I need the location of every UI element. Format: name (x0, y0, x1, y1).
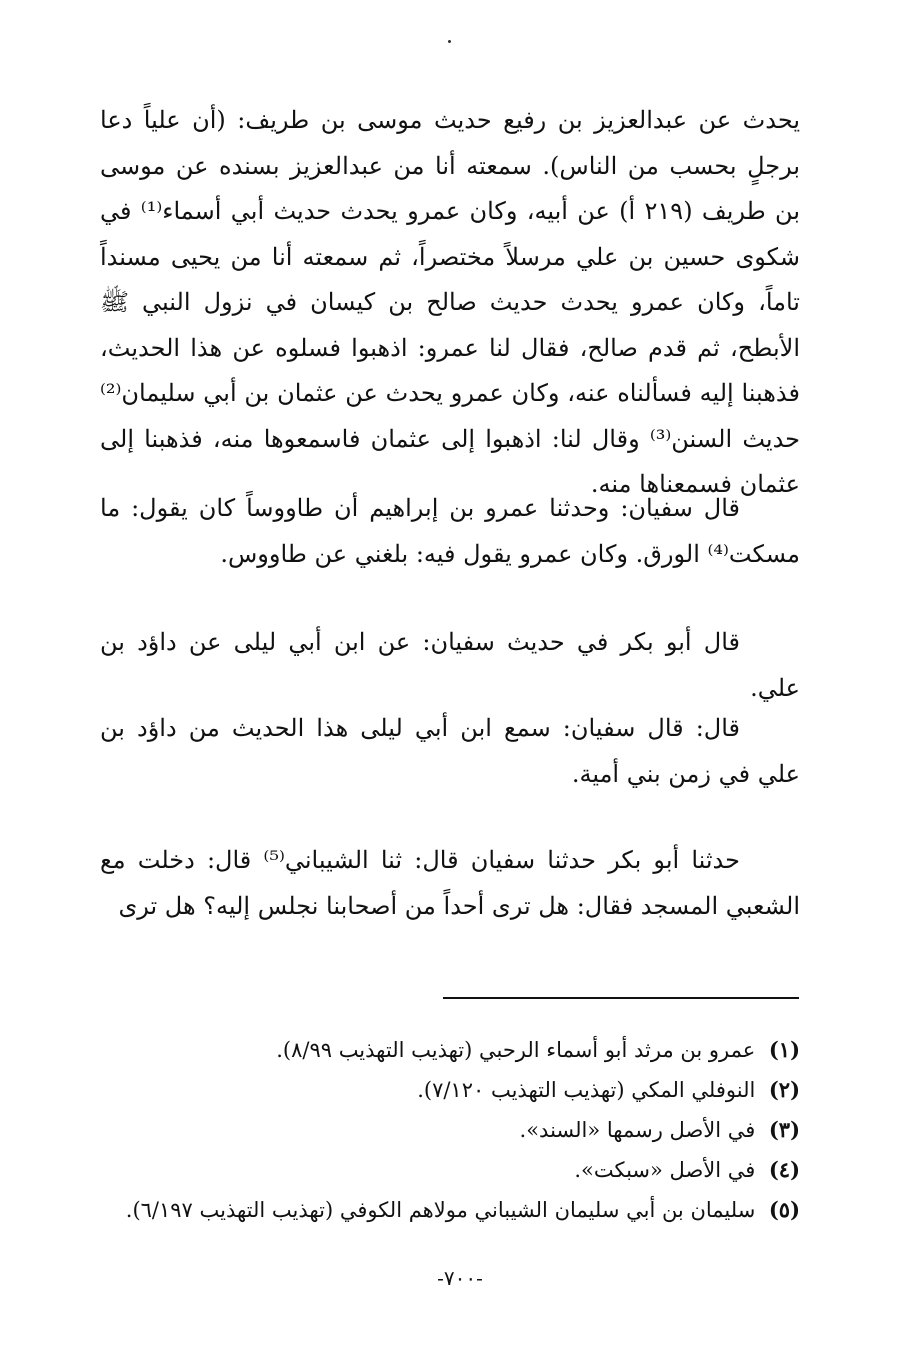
paragraph-4-block (100, 706, 800, 797)
footnotes-list (100, 1030, 800, 1230)
paragraph-5-block (100, 838, 800, 929)
footnote-number: (٤) (768, 1157, 800, 1182)
footnote-divider (443, 997, 799, 999)
footnote-item (100, 1110, 800, 1150)
footnote-text: النوفلي المكي (تهذيب التهذيب ٧/١٢٠). (417, 1078, 756, 1102)
paragraph: قال سفيان: وحدثنا عمرو بن إبراهيم أن طاووساً كان يقول: ما مسكت⁽⁴⁾ الورق. وكان عمرو يقول فيه: بلغني عن طاووس. (100, 494, 800, 568)
paragraph: يحدث عن عبدالعزيز بن رفيع حديث موسى بن طريف: (أن علياً دعا برجلٍ بحسب من الناس). سمعته أنا من عبدالعزيز بسنده عن موسى بن طريف (٢١٩ أ) عن أبيه، وكان عمرو يحدث حديث أبي أسماء⁽¹⁾ في شكوى حسين بن علي مرسلاً مختصراً، ثم سمعته أنا من يحيى مسنداً تاماً، وكان عمرو يحدث حديث صالح بن كيسان في نزول النبي ﷺ الأبطح، ثم قدم صالح، فقال لنا عمرو: اذهبوا فسلوه عن هذا الحديث، فذهبنا إليه فسألناه عنه، وكان عمرو يحدث عن عثمان بن أبي سليمان⁽²⁾ حديث السنن⁽³⁾ وقال لنا: اذهبوا إلى عثمان فاسمعوها منه، فذهبنا إلى عثمان فسمعناها منه. (100, 106, 800, 498)
footnote-number: (٥) (768, 1197, 800, 1222)
paragraph-3-block (100, 620, 800, 711)
footnote-text: في الأصل رسمها «السند». (519, 1118, 756, 1142)
paragraph: قال: قال سفيان: سمع ابن أبي ليلى هذا الحديث من داؤد بن علي في زمن بني أمية. (100, 714, 800, 788)
footnote-text: في الأصل «سبكت». (574, 1158, 756, 1182)
paragraph-1-block (100, 98, 800, 508)
decorative-dot (448, 40, 451, 43)
footnote-text: سليمان بن أبي سليمان الشيباني مولاهم الكوفي (تهذيب التهذيب ٦/١٩٧). (125, 1198, 756, 1222)
footnote-item (100, 1150, 800, 1190)
footnote-number: (٢) (768, 1077, 800, 1102)
footnote-number: (١) (768, 1037, 800, 1062)
footnote-item (100, 1070, 800, 1110)
footnote-number: (٣) (768, 1117, 800, 1142)
paragraph: حدثنا أبو بكر حدثنا سفيان قال: ثنا الشيباني⁽⁵⁾ قال: دخلت مع الشعبي المسجد فقال: هل ترى أحداً من أصحابنا نجلس إليه؟ هل ترى (100, 846, 800, 920)
paragraph-2-block (100, 486, 800, 577)
footnote-item (100, 1190, 800, 1230)
page-number: -٧٠٠- (437, 1266, 483, 1290)
footnote-text: عمرو بن مرثد أبو أسماء الرحبي (تهذيب التهذيب ٨/٩٩). (276, 1038, 756, 1062)
paragraph: قال أبو بكر في حديث سفيان: عن ابن أبي ليلى عن داؤد بن علي. (100, 628, 800, 702)
footnote-item (100, 1030, 800, 1070)
